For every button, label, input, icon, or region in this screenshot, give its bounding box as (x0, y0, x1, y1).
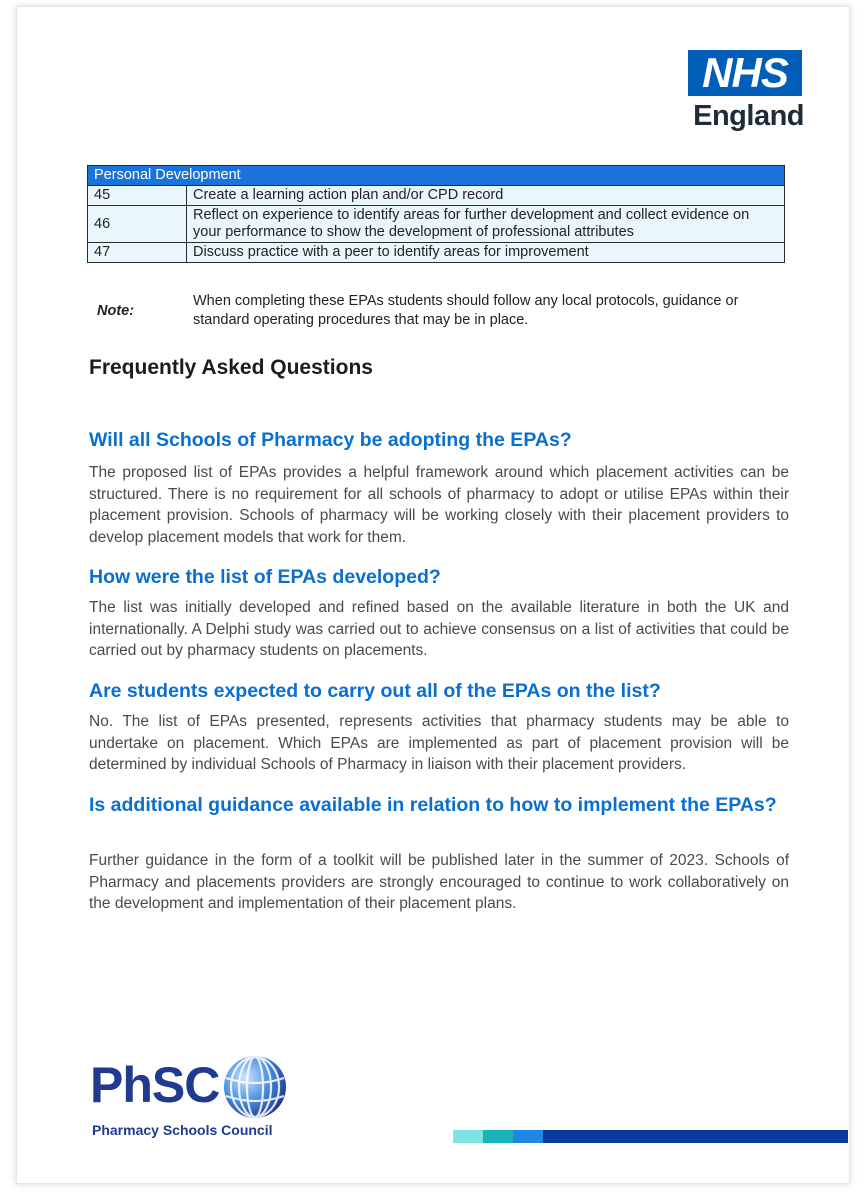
table-row (88, 243, 785, 263)
nhs-logo-box: NHS (688, 50, 802, 96)
note-label: Note: (97, 303, 135, 319)
footer-bar-segment (483, 1130, 513, 1143)
faq-question: Will all Schools of Pharmacy be adopting the EPAs? (89, 429, 572, 451)
epa-number: 46 (88, 206, 187, 243)
faq-answer: No. The list of EPAs presented, represents activities that pharmacy students may be able to undertake on placement. Which EPAs are implemented as part of placement provision will be determined by individual Schools of Pharmacy in liaison with their placement providers. (89, 713, 789, 773)
footer-bar-segment (513, 1130, 543, 1143)
faq-question: Are students expected to carry out all of the EPAs on the list? (89, 680, 661, 702)
faq-answer: The list was initially developed and refined based on the available literature in both the UK and internationally. A Delphi study was carried out to achieve consensus on a list of activities that could be carried out by pharmacy students on placements. (89, 599, 789, 659)
epa-activity: Create a learning action plan and/or CPD record (187, 186, 785, 206)
phsc-logo-text: PhSC (90, 1057, 220, 1113)
faq-question: Is additional guidance available in relation to how to implement the EPAs? (89, 794, 777, 816)
table-row (88, 206, 785, 243)
epa-table (87, 165, 785, 263)
faq-answer: Further guidance in the form of a toolkit will be published later in the summer of 2023. Schools of Pharmacy and placements providers are strongly encouraged to continue to work collaboratively on the development and implementation of their placement plans. (89, 852, 789, 912)
phsc-logo (90, 1052, 290, 1144)
note-text: When completing these EPAs students should follow any local protocols, guidance or standard operating procedures that may be in place. (193, 293, 739, 328)
epa-number: 45 (88, 186, 187, 206)
table-row (88, 186, 785, 206)
faq-question: How were the list of EPAs developed? (89, 566, 441, 588)
footer-color-bar (453, 1130, 848, 1143)
epa-activity: Discuss practice with a peer to identify areas for improvement (187, 243, 785, 263)
nhs-england-logo (688, 50, 804, 133)
faq-title: Frequently Asked Questions (89, 356, 373, 379)
epa-number: 47 (88, 243, 187, 263)
footer-bar-segment (543, 1130, 848, 1143)
epa-activity: Reflect on experience to identify areas for further development and collect evidence on your performance to show the development of professional attributes (187, 206, 785, 243)
epa-section-title: Personal Development (88, 166, 785, 186)
epa-table-header-row (88, 166, 785, 186)
phsc-logo-subtitle: Pharmacy Schools Council (92, 1122, 273, 1138)
faq-answer: The proposed list of EPAs provides a helpful framework around which placement activities can be structured. There is no requirement for all schools of pharmacy to adopt or utilise EPAs within their placement provision. Schools of pharmacy will be working closely with their placement providers to develop placement models that work for them. (89, 464, 789, 546)
nhs-logo-region: England (693, 100, 804, 132)
globe-icon (222, 1054, 288, 1120)
footer-bar-segment (453, 1130, 483, 1143)
